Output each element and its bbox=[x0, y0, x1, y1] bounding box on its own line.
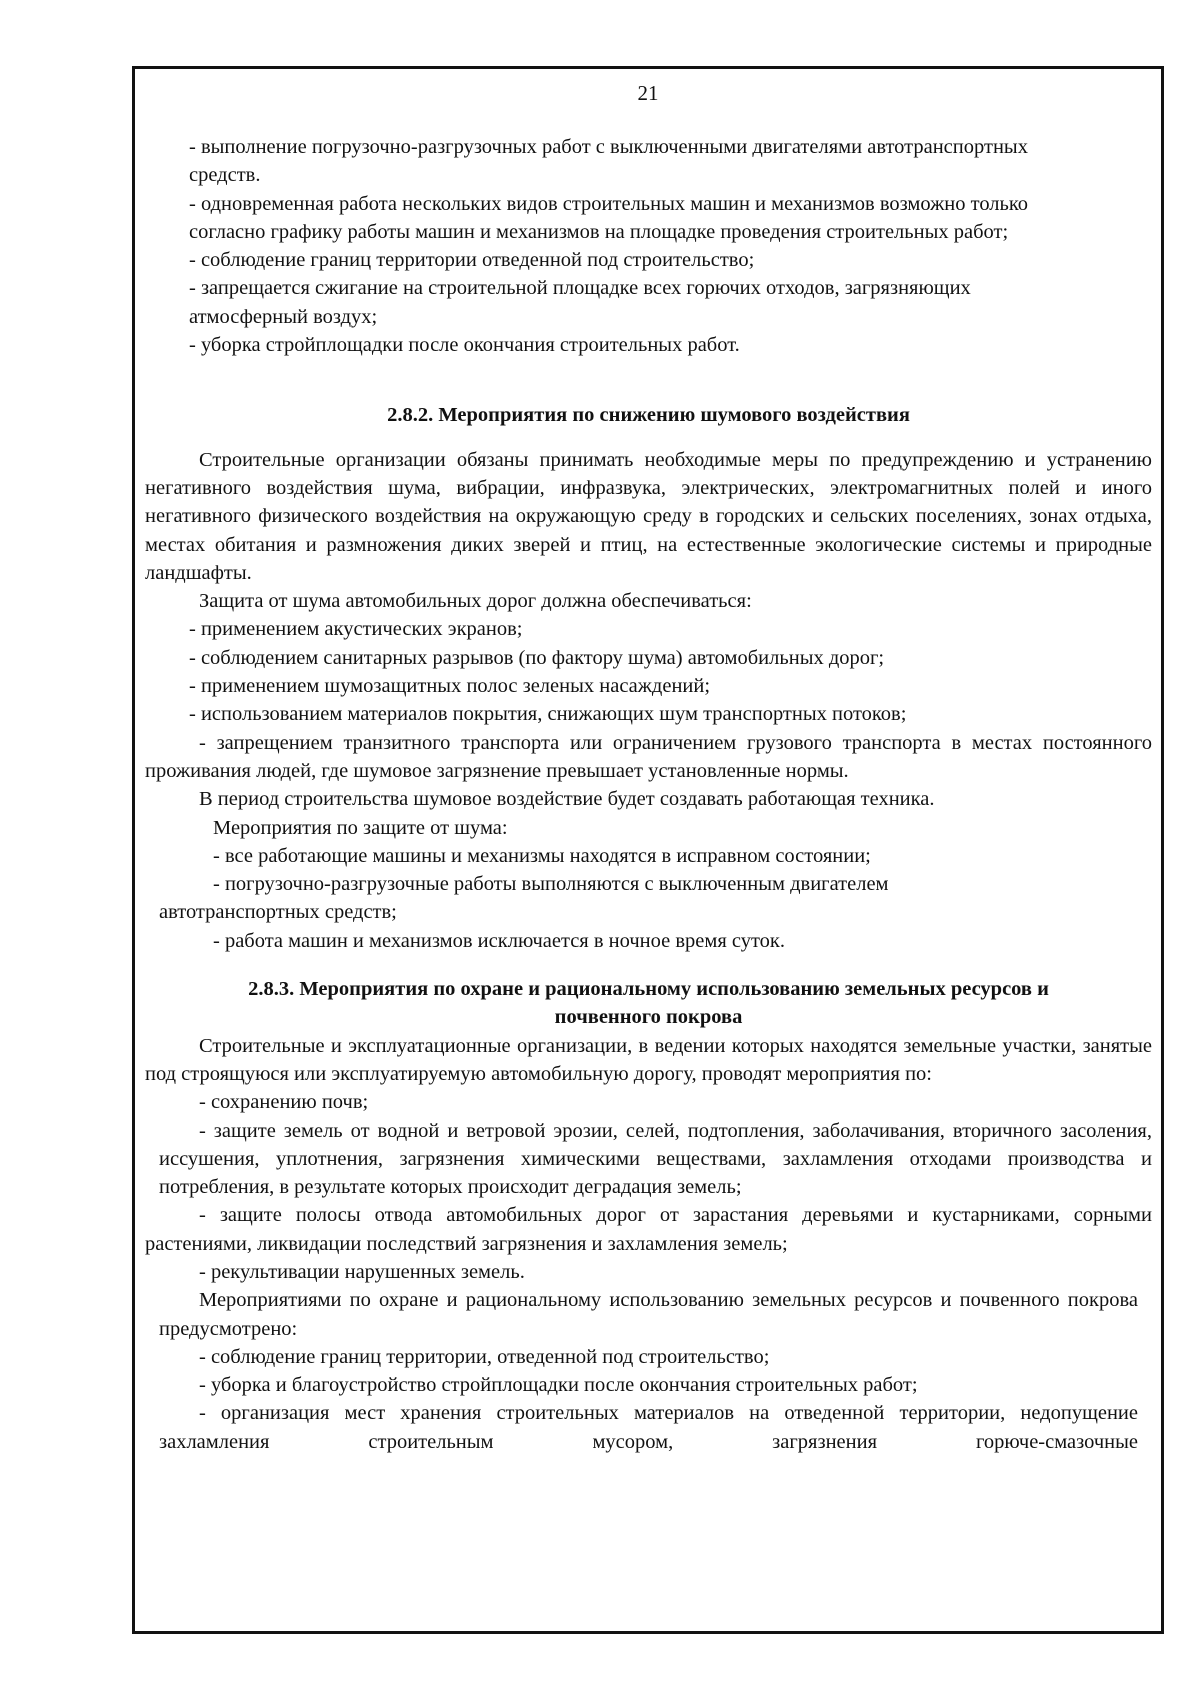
list-item: - применением шумозащитных полос зеленых насаждений; bbox=[189, 675, 711, 698]
list-item: - уборка и благоустройство стройплощадки после окончания строительных работ; bbox=[199, 1374, 918, 1397]
list-item: - применением акустических экранов; bbox=[189, 618, 523, 641]
section-heading-2-8-2: 2.8.2. Мероприятия по снижению шумового воздействия bbox=[387, 404, 910, 427]
paragraph: Строительные и эксплуатационные организации, в ведении которых находятся земельные участки, занятые под строящуюся или эксплуатируемую автомобильную дорогу, проводят мероприятия по: bbox=[145, 1034, 1152, 1085]
list-item: - сохранению почв; bbox=[199, 1091, 369, 1114]
list-item: - запрещается сжигание на строительной площадке всех горючих отходов, загрязняющих атмосферный воздух; bbox=[189, 277, 971, 328]
list-item: - работа машин и механизмов исключается в ночное время суток. bbox=[213, 929, 785, 952]
list-item: - защите земель от водной и ветровой эрозии, селей, подтопления, заболачивания, вторичного засоления, иссушения, уплотнения, загрязнения химическими веществами, захламления отходами производства и потребления, в результате которых происходит деградация земель; bbox=[159, 1119, 1152, 1199]
section-heading-line: почвенного покрова bbox=[554, 1006, 743, 1029]
list-item: - уборка стройплощадки после окончания строительных работ. bbox=[189, 334, 740, 357]
list-item: - выполнение погрузочно-разгрузочных работ с выключенными двигателями автотранспортных средств. bbox=[189, 136, 1028, 187]
list-item: - соблюдение границ территории, отведенной под строительство; bbox=[199, 1345, 770, 1368]
top-list bbox=[145, 133, 1152, 359]
page-frame bbox=[132, 66, 1164, 1634]
list-item: - запрещением транзитного транспорта или ограничением грузового транспорта в местах постоянного проживания людей, где шумовое загрязнение превышает установленные нормы. bbox=[145, 731, 1152, 782]
list-item: - организация мест хранения строительных материалов на отведенной территории, недопущение захламления строительным мусором, загрязнения горюче-смазочные bbox=[159, 1402, 1138, 1453]
protection-list bbox=[145, 1117, 1152, 1202]
list-item: - использованием материалов покрытия, снижающих шум транспортных потоков; bbox=[189, 703, 907, 726]
paragraph: Мероприятиями по охране и рациональному использованию земельных ресурсов и почвенного покрова предусмотрено: bbox=[159, 1289, 1138, 1340]
list-item: - соблюдением санитарных разрывов (по фактору шума) автомобильных дорог; bbox=[189, 646, 885, 669]
section-heading-line: 2.8.3. Мероприятия по охране и рациональному использованию земельных ресурсов и bbox=[248, 978, 1049, 1001]
list-item: - погрузочно-разгрузочные работы выполняются с выключенным двигателем автотранспортных средств; bbox=[159, 873, 889, 924]
list-item: - все работающие машины и механизмы находятся в исправном состоянии; bbox=[213, 844, 871, 867]
roads-list bbox=[145, 615, 1152, 728]
provided-block bbox=[145, 1286, 1152, 1456]
paragraph: Строительные организации обязаны принимать необходимые меры по предупреждению и устранению негативного воздействия шума, вибрации, инфразвука, электрических, электромагнитных полей и иного негативного физического воздействия на окружающую среду в городских и сельских поселениях, зонах отдыха, местах обитания и размножения диких зверей и птиц, на естественные экологические системы и природные ландшафты. bbox=[145, 448, 1152, 584]
measures-list bbox=[145, 842, 1152, 955]
section-heading-2-8-3 bbox=[145, 975, 1152, 1032]
list-item: - одновременная работа нескольких видов строительных машин и механизмов возможно только согласно графику работы машин и механизмов на площадке проведения строительных работ; bbox=[189, 192, 1029, 243]
paragraph: Мероприятия по защите от шума: bbox=[213, 816, 508, 839]
list-item: - защите полосы отвода автомобильных дорог от зарастания деревьями и кустарниками, сорными растениями, ликвидации последствий загрязнения и захламления земель; bbox=[145, 1204, 1152, 1255]
list-item: - рекультивации нарушенных земель. bbox=[199, 1260, 525, 1283]
page-content bbox=[145, 133, 1152, 1456]
page-number: 21 bbox=[637, 81, 659, 105]
list-item: - соблюдение границ территории отведенной под строительство; bbox=[189, 249, 755, 272]
paragraph: Защита от шума автомобильных дорог должна обеспечиваться: bbox=[199, 590, 752, 613]
paragraph: В период строительства шумовое воздействие будет создавать работающая техника. bbox=[199, 788, 935, 811]
